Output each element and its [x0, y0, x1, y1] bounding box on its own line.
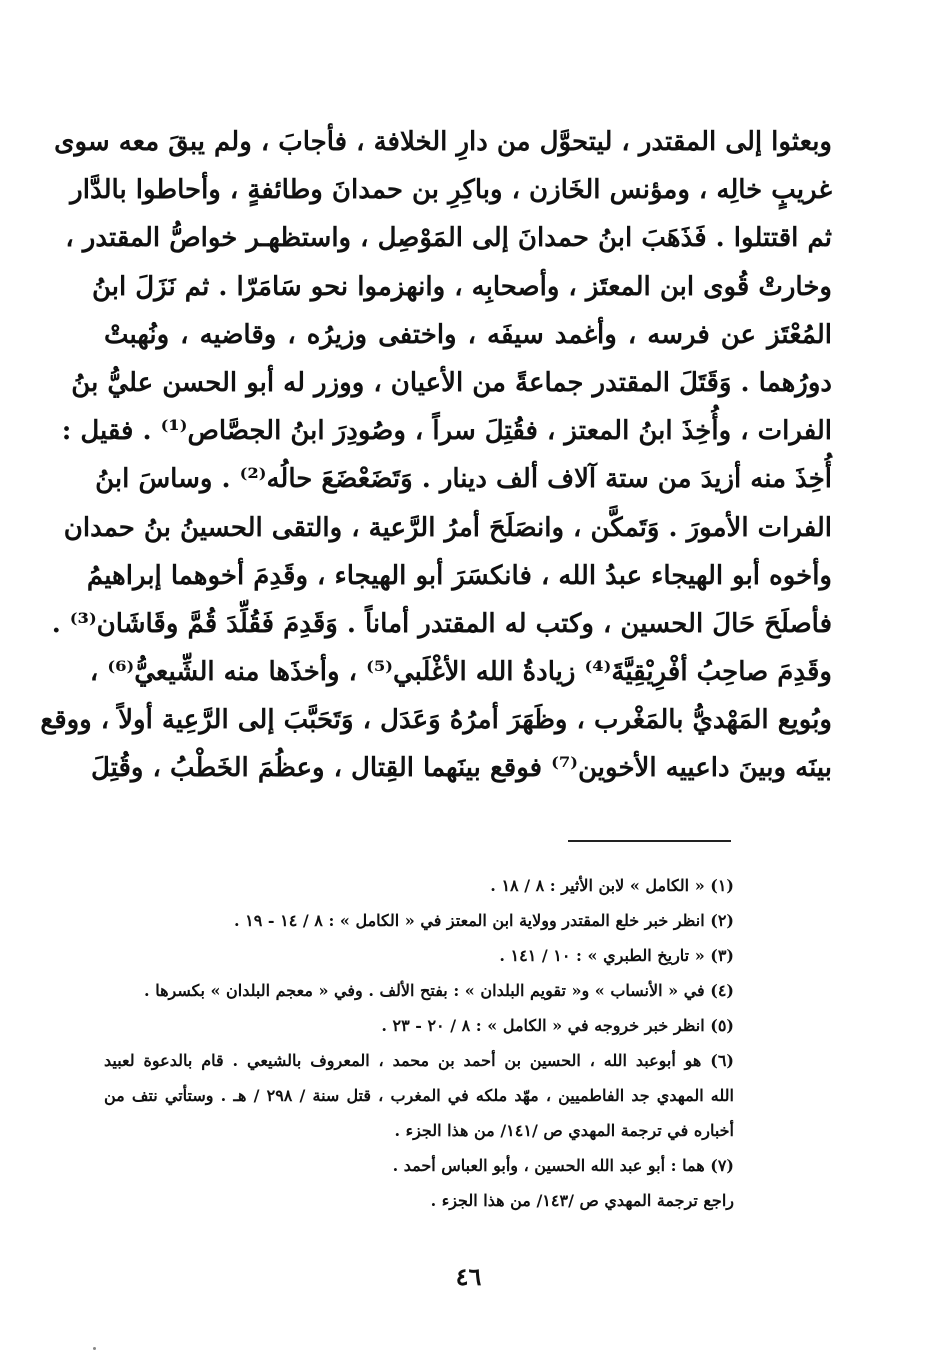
- footnote-7-line-1: (٧) هما : أبو عبد الله الحسين ، وأبو العباس أحمد .: [392, 1156, 734, 1175]
- scan-speck: [93, 1347, 96, 1350]
- text-line: فأصلَحَ حَالَ الحسين ، وكتب له المقتدر أماناً . وَقَدِمَ فَقُلِّدَ قُمَّ وقَاشَان⁽³⁾ .: [51, 608, 832, 639]
- text-line: وأخوه أبو الهيجاء عبدُ الله ، فانكسَرَ أبو الهيجاء ، وقَدِمَ أخوهما إبراهيمُ: [86, 560, 832, 591]
- footnote-separator: [568, 840, 731, 842]
- text-line: الفرات الأمورَ . وَتَمكَّن ، وانصَلَحَ أمرُ الرَّعية ، والتقى الحسينُ بنُ حمدان: [63, 512, 832, 543]
- text-line: وبعثوا إلى المقتدر ، ليتحوَّل من دارِ الخلافة ، فأجابَ ، ولم يبقَ معه سوى: [54, 127, 832, 157]
- main-text-block: [40, 118, 832, 793]
- text-line: وقَدِمَ صاحِبُ أفْرِيْقِيَّةَ⁽⁴⁾ زيادةُ الله الأغْلَبي⁽⁵⁾ ، وأخذَها منه الشِّيعيُّ⁽⁶⁾ ،: [89, 657, 832, 688]
- footnote-5: (٥) انظر خبر خروجه في « الكامل » : ٨ / ٢٠ - ٢٣ .: [381, 1016, 734, 1035]
- text-line: غريبٍ خالِه ، ومؤنس الخَازن ، وباكِرِ بن حمدانَ وطائفةٍ ، وأحاطوا بالدَّار: [70, 175, 832, 206]
- footnote-6-line-3: أخباره في ترجمة المهدي ص /١٤١/ من هذا الجزء .: [394, 1121, 734, 1140]
- text-line: أُخِذَ منه أزيدَ من ستة آلاف ألف دينار . وَتَضَعْضَعَ حالُه⁽²⁾ . وساسَ ابنُ: [95, 464, 832, 495]
- footnotes-block: [104, 868, 734, 1218]
- text-line: دورُهما . وَقَتَلَ المقتدر جماعةً من الأعيان ، ووزر له أبو الحسن عليُّ بنُ: [71, 367, 832, 398]
- footnote-1: (١) « الكامل » لابن الأثير : ٨ / ١٨ .: [490, 876, 734, 895]
- footnote-6-line-1: (٦) هو أبوعبد الله ، الحسين بن أحمد بن محمد ، المعروف بالشيعي . قام بالدعوة لعبيد: [104, 1051, 734, 1070]
- footnote-4: (٤) في « الأنساب » و« تقويم البلدان » : بفتح الألف . وفي « معجم البلدان » بكسرها .: [144, 981, 734, 1000]
- footnote-6-line-2: الله المهدي جد الفاطميين ، مهّد ملكه في المغرب ، قتل سنة / ٢٩٨ / هـ . وستأتي نتف من: [104, 1086, 734, 1105]
- text-line: المُعْتَز عن فرسه ، وأغمد سيفَه ، واختفى وزيرُه ، وقاضيه ، ونُهبتْ: [104, 319, 832, 350]
- text-line: بينَه وبينَ داعييه الأخوين⁽⁷⁾ فوقع بينَهما القِتال ، وعظُمَ الخَطْبُ ، وقُتِلَ: [90, 753, 832, 784]
- text-line: وخارتْ قُوى ابن المعتَز ، وأصحابِه ، وانهزموا نحو سَامَرّا . ثم نَزَلَ ابنُ: [91, 271, 832, 302]
- footnote-7-line-2: راجع ترجمة المهدي ص /١٤٣/ من هذا الجزء .: [430, 1191, 734, 1210]
- footnote-3: (٣) « تاريخ الطبري » : ١٠ / ١٤١ .: [499, 946, 734, 965]
- text-line: الفرات ، وأُخِذَ ابنُ المعتز ، فقُتِلَ سراً ، وصُودِرَ ابنُ الجصَّاص⁽¹⁾ . فقيل :: [61, 416, 832, 447]
- text-line: وبُويع المَهْديُّ بالمَغْرب ، وظَهَرَ أمرُهُ وَعَدَل ، وَتَحَبَّبَ إلى الرَّعِية أولاً ، ووقع: [40, 705, 832, 736]
- footnote-2: (٢) انظر خبر خلع المقتدر وولاية ابن المعتز في « الكامل » : ٨ / ١٤ - ١٩ .: [234, 911, 734, 930]
- page-number: ٤٦: [455, 1262, 482, 1291]
- text-line: ثم اقتتلوا . فَذَهَبَ ابنُ حمدانَ إلى المَوْصِل ، واستظهـر خواصُّ المقتدر ،: [65, 223, 832, 254]
